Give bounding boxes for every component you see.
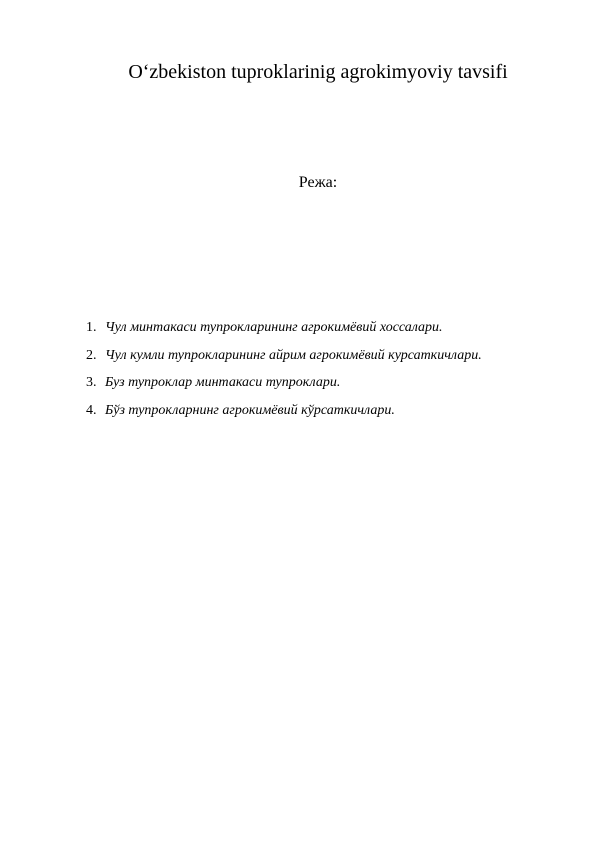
plan-item-4 [86, 401, 576, 429]
plan-item-text: Бўз тупрокларнинг агрокимёвий кўрсаткичлари. [105, 402, 395, 418]
plan-item-text: Чул кумли тупрокларининг айрим агрокимёвий курсаткичлари. [105, 347, 482, 363]
plan-item-number: 4. [86, 402, 97, 418]
plan-item-2 [86, 346, 576, 374]
plan-item-1 [86, 318, 576, 346]
plan-item-number: 3. [86, 375, 97, 390]
plan-item-text: Буз тупроклар минтакаси тупроклари. [105, 375, 341, 390]
plan-item-number: 2. [86, 347, 97, 363]
document-title: O‘zbekiston tuproklarinig agrokimyoviy tavsifi [128, 61, 508, 83]
plan-item-text: Чул минтакаси тупрокларининг агрокимёвий хоссалари. [105, 320, 443, 335]
plan-heading: Режа: [298, 174, 338, 191]
plan-item-number: 1. [86, 320, 97, 335]
plan-list [86, 318, 576, 428]
plan-item-3 [86, 373, 576, 401]
